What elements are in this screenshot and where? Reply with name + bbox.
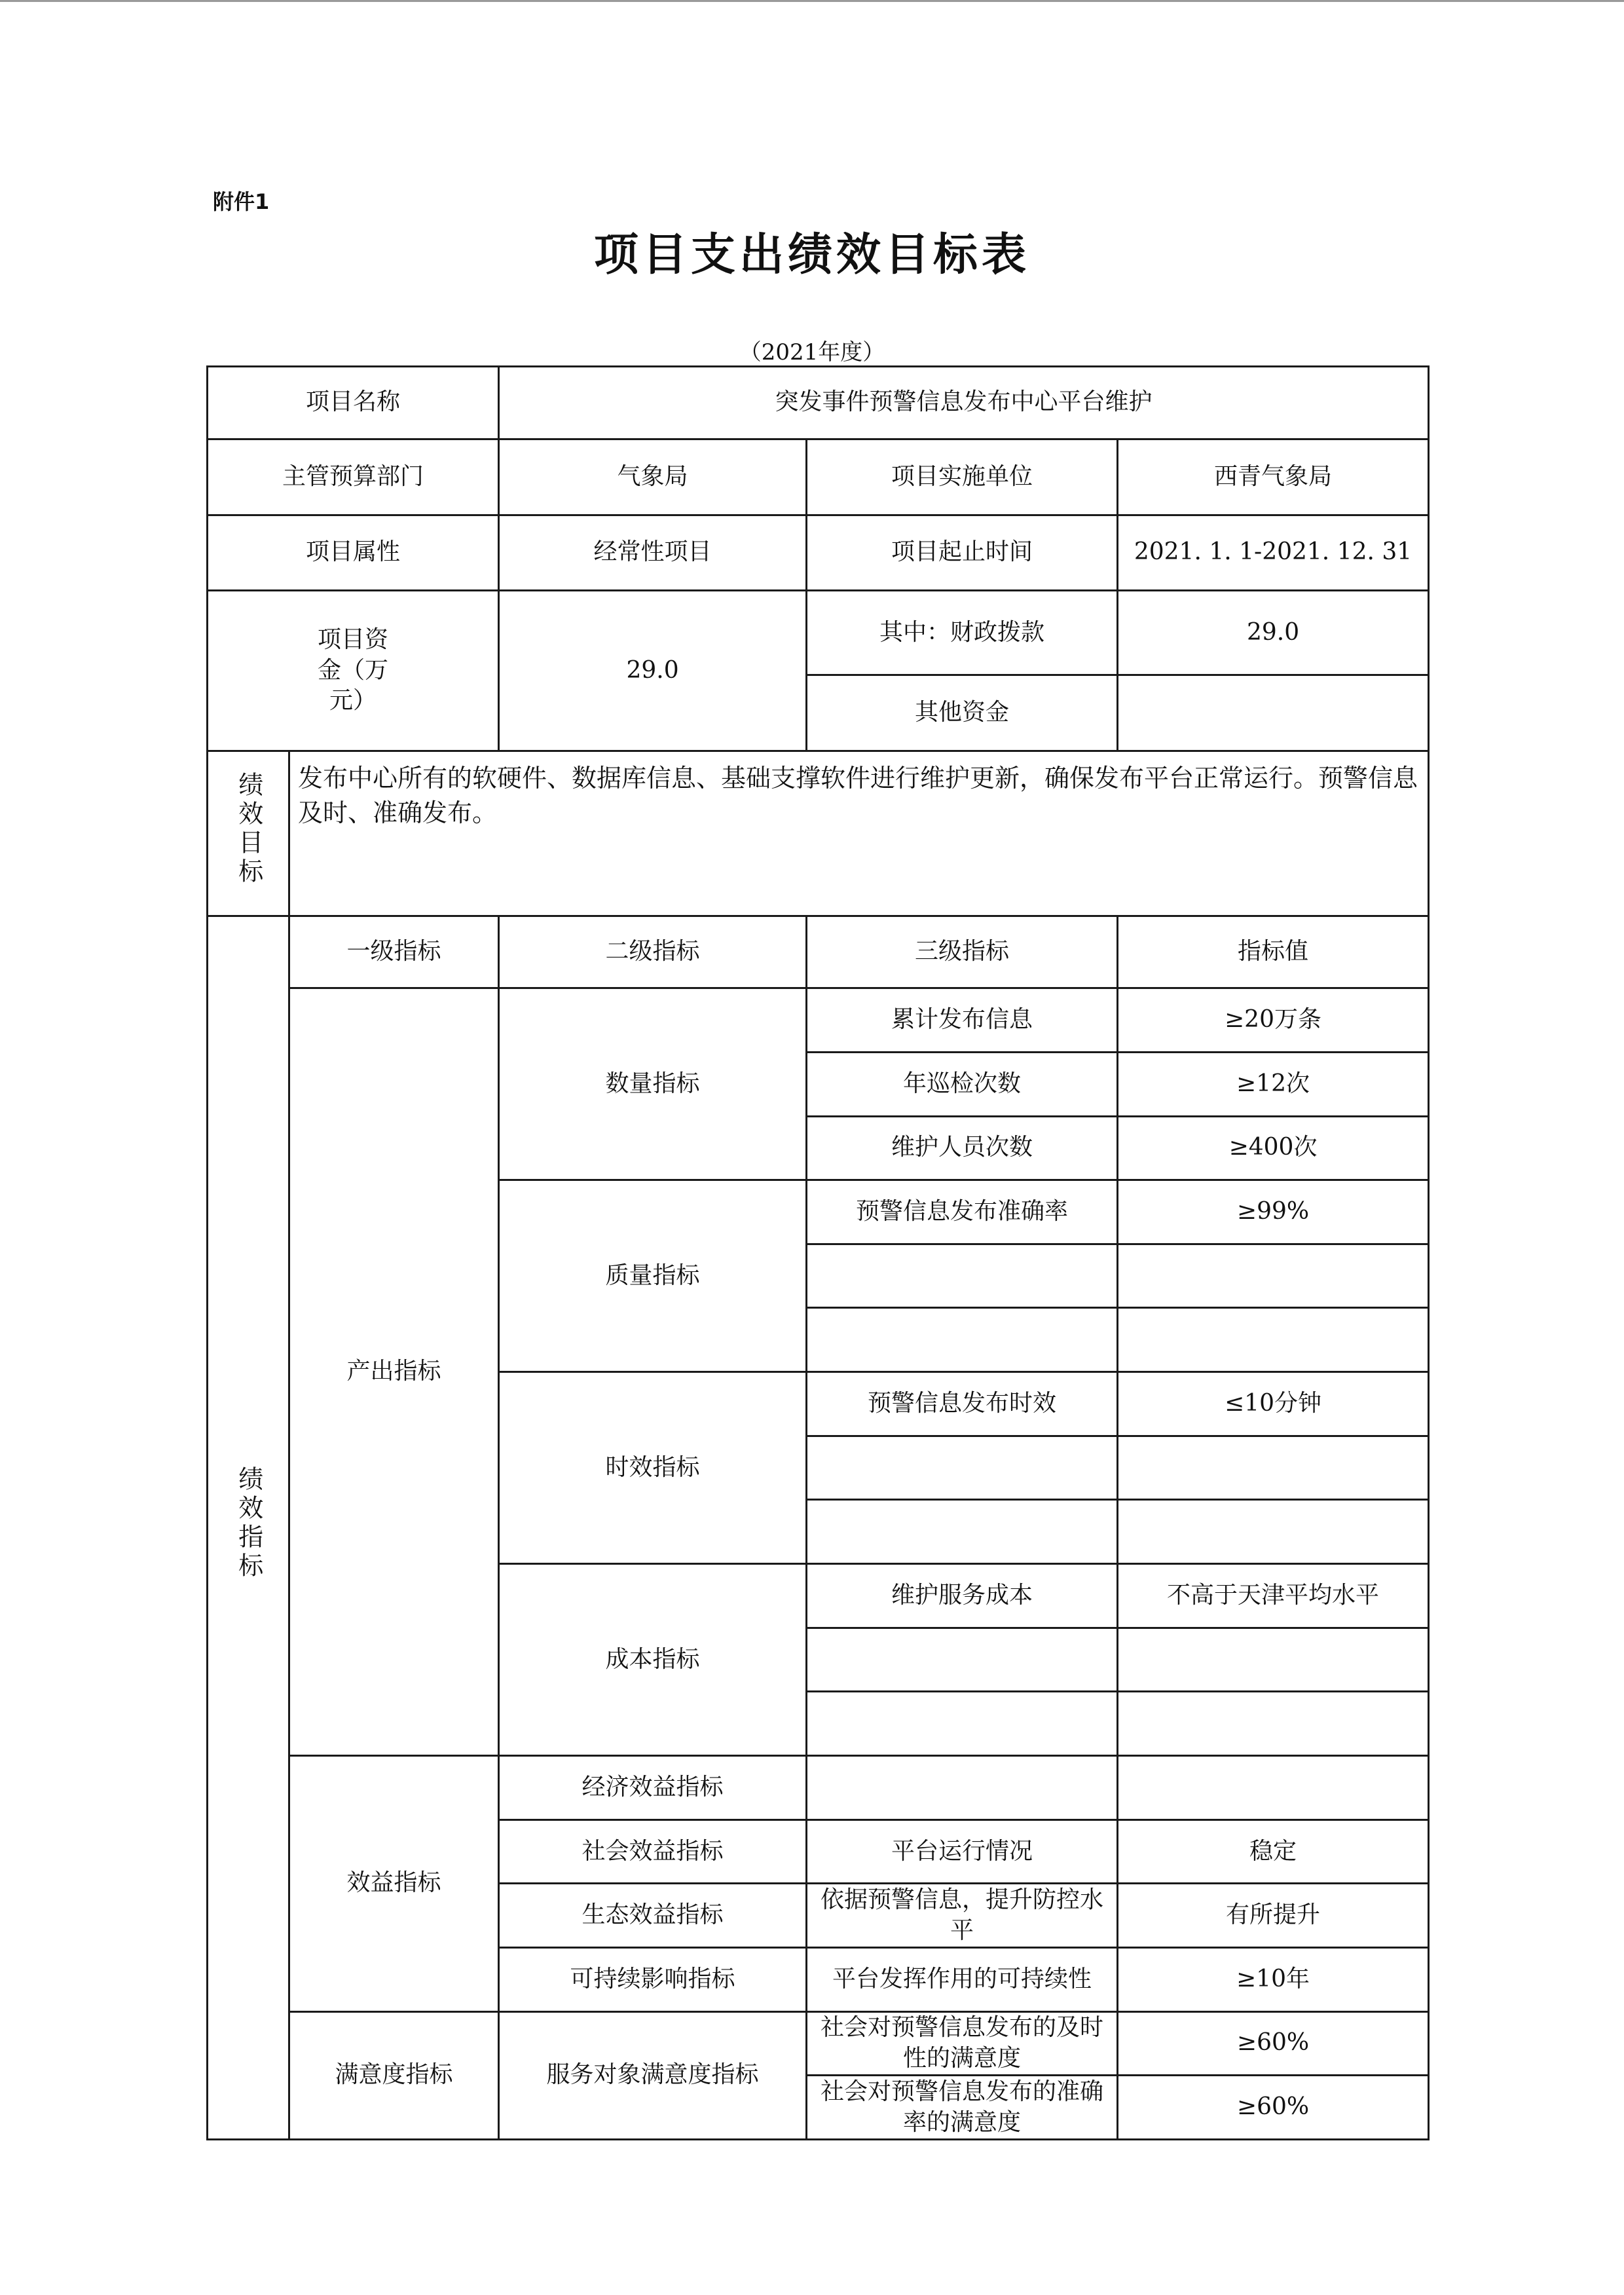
- indicator-name: [807, 1692, 1118, 1756]
- table-row: [208, 2011, 1429, 2076]
- goal-label: [208, 751, 289, 916]
- benefit-indicator: 效益指标: [289, 1755, 499, 2011]
- header-level-2: 二级指标: [499, 916, 807, 988]
- project-name-label: 项目名称: [208, 367, 499, 439]
- table-row: [208, 367, 1429, 439]
- indicator-value: ≥60%: [1118, 2011, 1429, 2076]
- indicator-value: [1118, 1500, 1429, 1564]
- indicator-name: 预警信息发布准确率: [807, 1180, 1118, 1244]
- indicators-label-text: 绩效指标: [234, 1465, 263, 1581]
- indicator-name: [807, 1628, 1118, 1692]
- quantity-indicator: 数量指标: [499, 988, 807, 1180]
- indicator-name: [807, 1500, 1118, 1564]
- indicator-value: [1118, 1692, 1429, 1756]
- header-level-3: 三级指标: [807, 916, 1118, 988]
- year-label: （2021年度）: [739, 339, 885, 365]
- benefit-second-level: 可持续影响指标: [499, 1947, 807, 2011]
- fiscal-label: 其中：财政拨款: [807, 591, 1118, 675]
- indicators-label: [208, 916, 289, 2139]
- indicator-value: ≥400次: [1118, 1116, 1429, 1180]
- indicator-value: ≤10分钟: [1118, 1372, 1429, 1436]
- fund-label: 项目资金（万元）: [208, 591, 499, 751]
- attr-value: 经常性项目: [499, 515, 807, 591]
- header-value: 指标值: [1118, 916, 1429, 988]
- indicator-name: 社会对预警信息发布的准确率的满意度: [807, 2076, 1118, 2140]
- goal-text: 发布中心所有的软硬件、数据库信息、基础支撑软件进行维护更新，确保发布平台正常运行。预警信息及时、准确发布。: [289, 751, 1429, 916]
- indicator-value: [1118, 1308, 1429, 1372]
- table-row: [208, 439, 1429, 515]
- indicator-name: [807, 1436, 1118, 1500]
- fiscal-value: 29.0: [1118, 591, 1429, 675]
- attr-label: 项目属性: [208, 515, 499, 591]
- quality-indicator: 质量指标: [499, 1180, 807, 1372]
- indicator-name: [807, 1244, 1118, 1308]
- indicator-value: ≥60%: [1118, 2076, 1429, 2140]
- indicator-value: 不高于天津平均水平: [1118, 1564, 1429, 1628]
- indicator-value: [1118, 1628, 1429, 1692]
- dept-label: 主管预算部门: [208, 439, 499, 515]
- table-row: [208, 751, 1429, 916]
- indicator-value: [1118, 1436, 1429, 1500]
- scan-top-edge: [0, 0, 1624, 2]
- indicator-value: 稳定: [1118, 1819, 1429, 1884]
- indicator-name: 平台发挥作用的可持续性: [807, 1947, 1118, 2011]
- indicator-value: ≥12次: [1118, 1052, 1429, 1116]
- indicator-value: [1118, 1755, 1429, 1819]
- table-row: [208, 916, 1429, 988]
- indicator-value: ≥20万条: [1118, 988, 1429, 1053]
- indicator-name: 维护服务成本: [807, 1564, 1118, 1628]
- benefit-second-level: 生态效益指标: [499, 1884, 807, 1948]
- table-row: [208, 591, 1429, 675]
- attachment-label: 附件1: [213, 189, 270, 214]
- unit-label: 项目实施单位: [807, 439, 1118, 515]
- page-title: 项目支出绩效目标表: [593, 229, 1030, 281]
- satisfaction-indicator: 满意度指标: [289, 2011, 499, 2139]
- table-row: [208, 988, 1429, 1053]
- dept-value: 气象局: [499, 439, 807, 515]
- indicator-value: ≥10年: [1118, 1947, 1429, 2011]
- timeliness-indicator: 时效指标: [499, 1372, 807, 1564]
- other-fund-value: [1118, 675, 1429, 751]
- indicator-name: 平台运行情况: [807, 1819, 1118, 1884]
- indicator-name: 累计发布信息: [807, 988, 1118, 1053]
- other-fund-label: 其他资金: [807, 675, 1118, 751]
- fund-total: 29.0: [499, 591, 807, 751]
- indicator-name: [807, 1755, 1118, 1819]
- performance-table: [206, 365, 1428, 2140]
- indicator-name: 年巡检次数: [807, 1052, 1118, 1116]
- cost-indicator: 成本指标: [499, 1564, 807, 1756]
- indicator-value: [1118, 1244, 1429, 1308]
- project-name-value: 突发事件预警信息发布中心平台维护: [499, 367, 1429, 439]
- period-value: 2021. 1. 1-2021. 12. 31: [1118, 515, 1429, 591]
- output-indicator: 产出指标: [289, 988, 499, 1756]
- table-row: [208, 515, 1429, 591]
- indicator-name: 维护人员次数: [807, 1116, 1118, 1180]
- benefit-second-level: 经济效益指标: [499, 1755, 807, 1819]
- indicator-name: 预警信息发布时效: [807, 1372, 1118, 1436]
- indicator-name: 社会对预警信息发布的及时性的满意度: [807, 2011, 1118, 2076]
- goal-label-text: 绩效目标: [234, 771, 263, 887]
- benefit-second-level: 社会效益指标: [499, 1819, 807, 1884]
- indicator-value: 有所提升: [1118, 1884, 1429, 1948]
- indicator-value: ≥99%: [1118, 1180, 1429, 1244]
- satisfaction-second-level: 服务对象满意度指标: [499, 2011, 807, 2139]
- table-row: [208, 1755, 1429, 1819]
- unit-value: 西青气象局: [1118, 439, 1429, 515]
- period-label: 项目起止时间: [807, 515, 1118, 591]
- indicator-name: [807, 1308, 1118, 1372]
- header-level-1: 一级指标: [289, 916, 499, 988]
- indicator-name: 依据预警信息，提升防控水平: [807, 1884, 1118, 1948]
